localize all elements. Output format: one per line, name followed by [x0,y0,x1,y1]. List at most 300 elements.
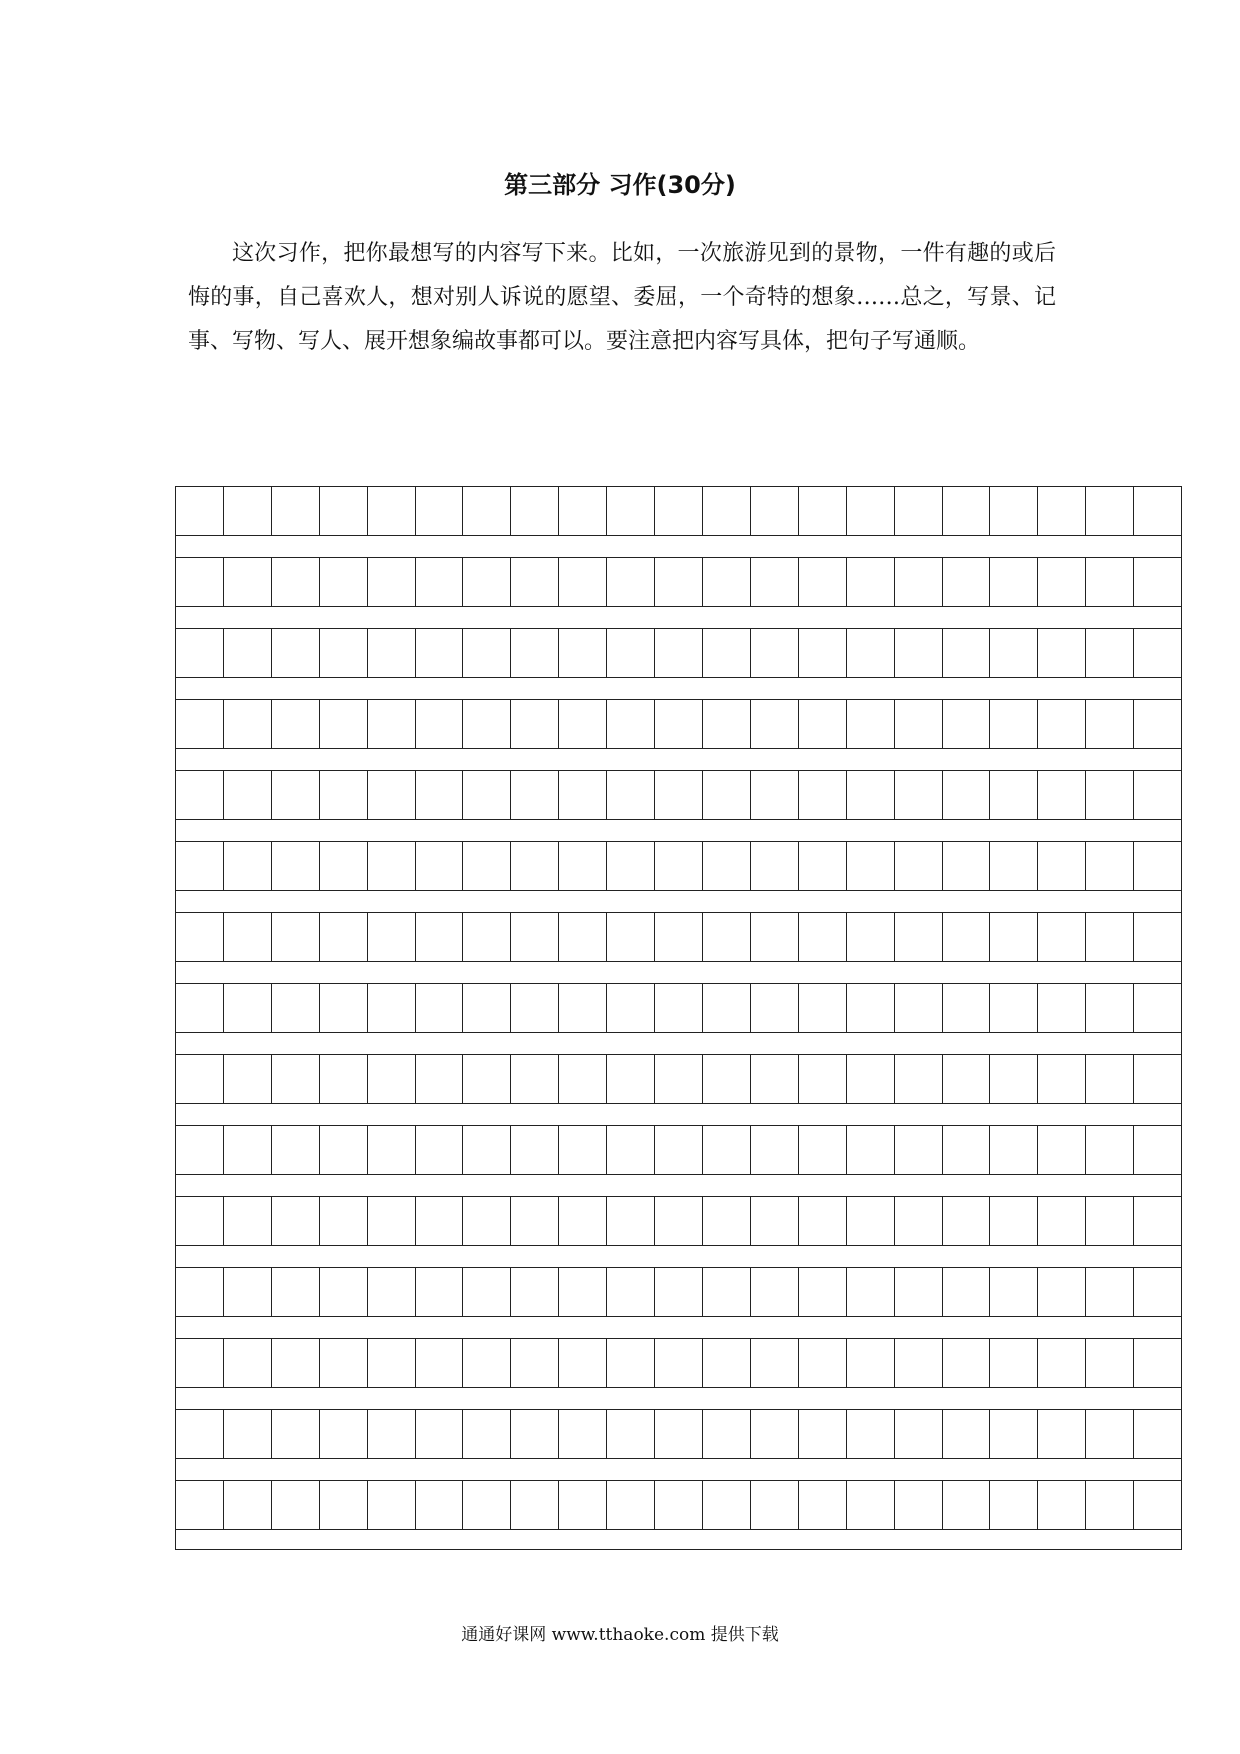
grid-cell[interactable] [943,771,991,819]
grid-cell[interactable] [607,1410,655,1458]
grid-cell[interactable] [655,1481,703,1529]
grid-cell[interactable] [799,1410,847,1458]
grid-cell[interactable] [751,842,799,890]
grid-cell[interactable] [559,558,607,606]
grid-cell[interactable] [368,1410,416,1458]
grid-cell[interactable] [463,842,511,890]
grid-cell[interactable] [511,629,559,677]
grid-cell[interactable] [416,1410,464,1458]
grid-cell[interactable] [751,1197,799,1245]
grid-cell[interactable] [1086,1268,1134,1316]
grid-cell[interactable] [799,842,847,890]
grid-cell[interactable] [990,913,1038,961]
grid-cell[interactable] [1134,1126,1181,1174]
grid-cell[interactable] [559,1481,607,1529]
grid-cell[interactable] [416,700,464,748]
grid-cell[interactable] [559,1055,607,1103]
grid-cell[interactable] [224,1197,272,1245]
grid-cell[interactable] [895,1410,943,1458]
grid-cell[interactable] [799,1268,847,1316]
grid-cell[interactable] [895,771,943,819]
grid-cell[interactable] [368,913,416,961]
grid-cell[interactable] [176,1410,224,1458]
grid-cell[interactable] [847,842,895,890]
grid-cell[interactable] [224,1055,272,1103]
grid-cell[interactable] [607,1126,655,1174]
grid-cell[interactable] [176,558,224,606]
grid-cell[interactable] [799,1197,847,1245]
grid-cell[interactable] [703,913,751,961]
grid-cell[interactable] [607,1197,655,1245]
grid-cell[interactable] [847,1055,895,1103]
grid-cell[interactable] [1086,771,1134,819]
grid-cell[interactable] [607,1339,655,1387]
grid-cell[interactable] [416,1339,464,1387]
grid-cell[interactable] [463,558,511,606]
grid-cell[interactable] [463,1339,511,1387]
grid-cell[interactable] [943,984,991,1032]
grid-cell[interactable] [224,1268,272,1316]
grid-cell[interactable] [751,629,799,677]
grid-cell[interactable] [1038,1339,1086,1387]
grid-cell[interactable] [943,629,991,677]
grid-cell[interactable] [559,771,607,819]
grid-cell[interactable] [1134,629,1181,677]
grid-cell[interactable] [607,771,655,819]
grid-cell[interactable] [368,1339,416,1387]
grid-cell[interactable] [559,913,607,961]
grid-cell[interactable] [272,1197,320,1245]
grid-cell[interactable] [1134,913,1181,961]
grid-cell[interactable] [1134,700,1181,748]
grid-cell[interactable] [463,700,511,748]
grid-cell[interactable] [847,700,895,748]
grid-cell[interactable] [320,700,368,748]
grid-cell[interactable] [368,487,416,535]
grid-cell[interactable] [1038,1268,1086,1316]
grid-cell[interactable] [607,1055,655,1103]
grid-cell[interactable] [463,629,511,677]
grid-cell[interactable] [1086,842,1134,890]
grid-cell[interactable] [703,700,751,748]
grid-cell[interactable] [655,558,703,606]
grid-cell[interactable] [1086,487,1134,535]
grid-cell[interactable] [176,1481,224,1529]
grid-cell[interactable] [1134,1339,1181,1387]
grid-cell[interactable] [1086,558,1134,606]
grid-cell[interactable] [655,1410,703,1458]
grid-cell[interactable] [176,1055,224,1103]
grid-cell[interactable] [1134,1268,1181,1316]
grid-cell[interactable] [272,771,320,819]
grid-cell[interactable] [847,1268,895,1316]
grid-cell[interactable] [847,629,895,677]
grid-cell[interactable] [799,1126,847,1174]
grid-cell[interactable] [416,629,464,677]
grid-cell[interactable] [1038,842,1086,890]
grid-cell[interactable] [320,558,368,606]
grid-cell[interactable] [416,842,464,890]
grid-cell[interactable] [224,913,272,961]
grid-cell[interactable] [847,558,895,606]
grid-cell[interactable] [990,558,1038,606]
grid-cell[interactable] [990,1481,1038,1529]
grid-cell[interactable] [895,842,943,890]
grid-cell[interactable] [895,1481,943,1529]
grid-cell[interactable] [511,1481,559,1529]
grid-cell[interactable] [943,487,991,535]
grid-cell[interactable] [368,629,416,677]
grid-cell[interactable] [607,558,655,606]
grid-cell[interactable] [368,1126,416,1174]
grid-cell[interactable] [368,700,416,748]
grid-cell[interactable] [1038,700,1086,748]
grid-cell[interactable] [559,629,607,677]
grid-cell[interactable] [511,984,559,1032]
grid-cell[interactable] [751,1126,799,1174]
grid-cell[interactable] [511,842,559,890]
grid-cell[interactable] [703,984,751,1032]
grid-cell[interactable] [943,1197,991,1245]
grid-cell[interactable] [320,1055,368,1103]
grid-cell[interactable] [751,1268,799,1316]
grid-cell[interactable] [1086,913,1134,961]
grid-cell[interactable] [176,1339,224,1387]
grid-cell[interactable] [990,1339,1038,1387]
grid-cell[interactable] [655,1055,703,1103]
grid-cell[interactable] [607,984,655,1032]
grid-cell[interactable] [272,558,320,606]
grid-cell[interactable] [224,1126,272,1174]
grid-cell[interactable] [847,1126,895,1174]
grid-cell[interactable] [799,629,847,677]
grid-cell[interactable] [176,487,224,535]
grid-cell[interactable] [703,558,751,606]
grid-cell[interactable] [990,629,1038,677]
grid-cell[interactable] [559,984,607,1032]
grid-cell[interactable] [463,487,511,535]
grid-cell[interactable] [1086,1339,1134,1387]
grid-cell[interactable] [799,1055,847,1103]
grid-cell[interactable] [416,984,464,1032]
grid-cell[interactable] [416,1268,464,1316]
grid-cell[interactable] [655,629,703,677]
grid-cell[interactable] [1134,1055,1181,1103]
grid-cell[interactable] [1134,1410,1181,1458]
grid-cell[interactable] [655,771,703,819]
grid-cell[interactable] [943,700,991,748]
grid-cell[interactable] [1038,487,1086,535]
grid-cell[interactable] [272,629,320,677]
grid-cell[interactable] [1038,629,1086,677]
grid-cell[interactable] [1134,1197,1181,1245]
grid-cell[interactable] [224,629,272,677]
grid-cell[interactable] [272,1339,320,1387]
grid-cell[interactable] [895,700,943,748]
grid-cell[interactable] [559,1126,607,1174]
grid-cell[interactable] [1086,1197,1134,1245]
grid-cell[interactable] [272,842,320,890]
grid-cell[interactable] [751,487,799,535]
grid-cell[interactable] [847,1339,895,1387]
grid-cell[interactable] [607,1481,655,1529]
grid-cell[interactable] [799,1481,847,1529]
grid-cell[interactable] [990,1126,1038,1174]
grid-cell[interactable] [799,487,847,535]
grid-cell[interactable] [990,700,1038,748]
grid-cell[interactable] [607,913,655,961]
grid-cell[interactable] [320,629,368,677]
grid-cell[interactable] [1038,1197,1086,1245]
grid-cell[interactable] [943,913,991,961]
grid-cell[interactable] [655,700,703,748]
grid-cell[interactable] [847,487,895,535]
grid-cell[interactable] [416,558,464,606]
grid-cell[interactable] [1134,771,1181,819]
grid-cell[interactable] [416,1055,464,1103]
grid-cell[interactable] [272,1481,320,1529]
grid-cell[interactable] [320,842,368,890]
grid-cell[interactable] [703,487,751,535]
grid-cell[interactable] [224,1339,272,1387]
grid-cell[interactable] [176,842,224,890]
grid-cell[interactable] [176,913,224,961]
grid-cell[interactable] [368,771,416,819]
grid-cell[interactable] [416,487,464,535]
grid-cell[interactable] [990,1410,1038,1458]
grid-cell[interactable] [511,700,559,748]
grid-cell[interactable] [511,1197,559,1245]
grid-cell[interactable] [272,1410,320,1458]
grid-cell[interactable] [847,1197,895,1245]
grid-cell[interactable] [511,1410,559,1458]
grid-cell[interactable] [463,913,511,961]
grid-cell[interactable] [224,842,272,890]
grid-cell[interactable] [511,558,559,606]
grid-cell[interactable] [559,700,607,748]
grid-cell[interactable] [751,1410,799,1458]
grid-cell[interactable] [176,771,224,819]
grid-cell[interactable] [990,1055,1038,1103]
grid-cell[interactable] [1086,629,1134,677]
grid-cell[interactable] [320,1481,368,1529]
grid-cell[interactable] [943,1410,991,1458]
grid-cell[interactable] [799,1339,847,1387]
grid-cell[interactable] [320,1268,368,1316]
grid-cell[interactable] [655,1197,703,1245]
grid-cell[interactable] [416,771,464,819]
grid-cell[interactable] [751,771,799,819]
grid-cell[interactable] [272,984,320,1032]
grid-cell[interactable] [559,842,607,890]
grid-cell[interactable] [416,1126,464,1174]
grid-cell[interactable] [751,1481,799,1529]
grid-cell[interactable] [607,842,655,890]
grid-cell[interactable] [703,629,751,677]
grid-cell[interactable] [272,1055,320,1103]
grid-cell[interactable] [272,1126,320,1174]
grid-cell[interactable] [895,1268,943,1316]
grid-cell[interactable] [943,842,991,890]
grid-cell[interactable] [1038,984,1086,1032]
grid-cell[interactable] [1086,1126,1134,1174]
grid-cell[interactable] [895,1126,943,1174]
grid-cell[interactable] [847,984,895,1032]
grid-cell[interactable] [895,1055,943,1103]
grid-cell[interactable] [416,1197,464,1245]
grid-cell[interactable] [559,1339,607,1387]
grid-cell[interactable] [655,913,703,961]
grid-cell[interactable] [847,1481,895,1529]
grid-cell[interactable] [511,1268,559,1316]
grid-cell[interactable] [655,984,703,1032]
grid-cell[interactable] [990,984,1038,1032]
grid-cell[interactable] [368,1197,416,1245]
grid-cell[interactable] [463,1481,511,1529]
grid-cell[interactable] [1038,913,1086,961]
grid-cell[interactable] [224,1410,272,1458]
grid-cell[interactable] [607,700,655,748]
grid-cell[interactable] [368,1481,416,1529]
grid-cell[interactable] [799,700,847,748]
grid-cell[interactable] [368,1055,416,1103]
grid-cell[interactable] [1038,558,1086,606]
grid-cell[interactable] [176,1268,224,1316]
grid-cell[interactable] [799,558,847,606]
grid-cell[interactable] [559,487,607,535]
grid-cell[interactable] [224,487,272,535]
grid-cell[interactable] [224,984,272,1032]
grid-cell[interactable] [224,700,272,748]
grid-cell[interactable] [559,1268,607,1316]
grid-cell[interactable] [895,1197,943,1245]
grid-cell[interactable] [320,913,368,961]
grid-cell[interactable] [943,558,991,606]
grid-cell[interactable] [607,629,655,677]
grid-cell[interactable] [751,1339,799,1387]
grid-cell[interactable] [703,1481,751,1529]
grid-cell[interactable] [799,913,847,961]
grid-cell[interactable] [895,913,943,961]
grid-cell[interactable] [703,1339,751,1387]
grid-cell[interactable] [463,1126,511,1174]
grid-cell[interactable] [463,1055,511,1103]
grid-cell[interactable] [1086,700,1134,748]
grid-cell[interactable] [1134,558,1181,606]
grid-cell[interactable] [799,771,847,819]
grid-cell[interactable] [272,700,320,748]
grid-cell[interactable] [368,558,416,606]
grid-cell[interactable] [1134,984,1181,1032]
grid-cell[interactable] [703,1197,751,1245]
grid-cell[interactable] [1038,1481,1086,1529]
grid-cell[interactable] [416,1481,464,1529]
grid-cell[interactable] [943,1339,991,1387]
grid-cell[interactable] [320,1126,368,1174]
grid-cell[interactable] [990,1197,1038,1245]
grid-cell[interactable] [655,1268,703,1316]
grid-cell[interactable] [751,558,799,606]
grid-cell[interactable] [655,1339,703,1387]
grid-cell[interactable] [943,1481,991,1529]
grid-cell[interactable] [607,487,655,535]
grid-cell[interactable] [703,771,751,819]
grid-cell[interactable] [272,1268,320,1316]
grid-cell[interactable] [990,771,1038,819]
grid-cell[interactable] [751,984,799,1032]
grid-cell[interactable] [320,1410,368,1458]
grid-cell[interactable] [1038,1055,1086,1103]
grid-cell[interactable] [463,771,511,819]
grid-cell[interactable] [511,1339,559,1387]
grid-cell[interactable] [751,700,799,748]
grid-cell[interactable] [703,1268,751,1316]
grid-cell[interactable] [463,1197,511,1245]
grid-cell[interactable] [176,1197,224,1245]
grid-cell[interactable] [463,1410,511,1458]
grid-cell[interactable] [463,1268,511,1316]
grid-cell[interactable] [703,1055,751,1103]
grid-cell[interactable] [847,913,895,961]
grid-cell[interactable] [655,842,703,890]
grid-cell[interactable] [751,1055,799,1103]
grid-cell[interactable] [511,913,559,961]
grid-cell[interactable] [990,842,1038,890]
grid-cell[interactable] [272,913,320,961]
grid-cell[interactable] [895,487,943,535]
grid-cell[interactable] [224,771,272,819]
grid-cell[interactable] [1134,487,1181,535]
grid-cell[interactable] [1086,1481,1134,1529]
grid-cell[interactable] [368,1268,416,1316]
grid-cell[interactable] [895,629,943,677]
grid-cell[interactable] [1086,984,1134,1032]
grid-cell[interactable] [511,1126,559,1174]
grid-cell[interactable] [799,984,847,1032]
grid-cell[interactable] [1086,1055,1134,1103]
grid-cell[interactable] [320,487,368,535]
grid-cell[interactable] [511,487,559,535]
grid-cell[interactable] [751,913,799,961]
grid-cell[interactable] [847,1410,895,1458]
grid-cell[interactable] [463,984,511,1032]
grid-cell[interactable] [224,1481,272,1529]
grid-cell[interactable] [943,1126,991,1174]
grid-cell[interactable] [368,984,416,1032]
grid-cell[interactable] [176,1126,224,1174]
grid-cell[interactable] [1038,1410,1086,1458]
grid-cell[interactable] [1038,771,1086,819]
grid-cell[interactable] [320,1197,368,1245]
grid-cell[interactable] [703,842,751,890]
grid-cell[interactable] [703,1126,751,1174]
grid-cell[interactable] [1134,842,1181,890]
grid-cell[interactable] [416,913,464,961]
grid-cell[interactable] [320,771,368,819]
grid-cell[interactable] [1134,1481,1181,1529]
grid-cell[interactable] [176,700,224,748]
grid-cell[interactable] [224,558,272,606]
grid-cell[interactable] [272,487,320,535]
grid-cell[interactable] [176,984,224,1032]
grid-cell[interactable] [607,1268,655,1316]
grid-cell[interactable] [895,1339,943,1387]
grid-cell[interactable] [655,1126,703,1174]
grid-cell[interactable] [511,771,559,819]
grid-cell[interactable] [320,1339,368,1387]
grid-cell[interactable] [895,984,943,1032]
grid-cell[interactable] [655,487,703,535]
